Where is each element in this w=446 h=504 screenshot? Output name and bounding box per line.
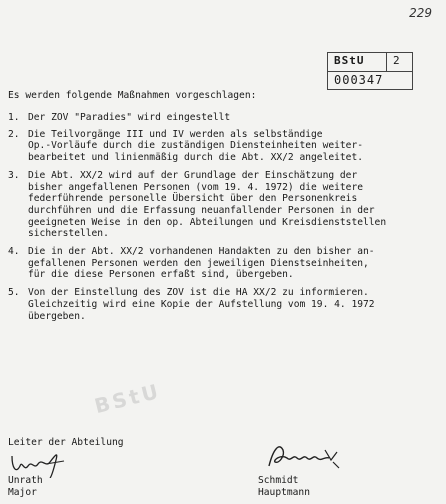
signatory-right-rank: Hauptmann: [258, 487, 310, 498]
signature-left: [6, 448, 76, 478]
page-number: 229: [409, 6, 432, 20]
measure-number: 1.: [8, 112, 20, 123]
intro-text: Es werden folgende Maßnahmen vorgeschlagen:: [8, 90, 257, 101]
measure-text: Der ZOV "Paradies" wird eingestellt: [28, 112, 231, 123]
stamp-divider: [386, 53, 387, 71]
measures-list: [8, 112, 440, 328]
stamp-number: 000347: [334, 73, 384, 87]
archive-watermark: BStU: [92, 378, 164, 419]
measure-item: [8, 287, 440, 322]
signature-right: [265, 440, 345, 472]
closing-line: Leiter der Abteilung: [8, 437, 124, 448]
measure-item: [8, 129, 440, 164]
signatory-left-rank: Major: [8, 487, 37, 498]
measure-text: Die Teilvorgänge III und IV werden als selbständige Op.-Vorläufe durch die zuständigen Diensteinheiten weiter- bearbeitet und linienmäßig durch die Abt. XX/2 angeleitet.: [28, 128, 364, 164]
signatory-left: [8, 475, 43, 499]
measure-item: [8, 246, 440, 281]
measure-number: 4.: [8, 246, 20, 258]
stamp-subunit: 2: [393, 54, 400, 67]
measure-item: [8, 112, 440, 124]
signatory-right-name: Schmidt: [258, 475, 299, 486]
stamp-org: BStU: [334, 54, 365, 67]
signatory-right: [258, 475, 310, 499]
signatory-left-name: Unrath: [8, 475, 43, 486]
measure-text: Die Abt. XX/2 wird auf der Grundlage der Einschätzung der bisher angefallenen Personen (vom 19. 4. 1972) die weitere federführende personelle Übersicht über den Personenkreis durchführen und die Erfassung neuanfallender Personen in der geeigneten Weise in den op. Abteilungen und Kreisdienststellen sicherstellen.: [28, 169, 387, 240]
measure-item: [8, 170, 440, 240]
measure-text: Von der Einstellung des ZOV ist die HA XX/2 zu informieren. Gleichzeitig wird eine Kopie der Aufstellung vom 19. 4. 1972 übergeben.: [28, 287, 375, 322]
archive-stamp: [327, 52, 413, 90]
measure-text: Die in der Abt. XX/2 vorhandenen Handakten zu den bisher an- gefallenen Personen werden den jeweiligen Dienstseinheiten, für die diese Personen erfaßt sind, übergeben.: [28, 246, 375, 281]
measure-number: 3.: [8, 169, 20, 181]
measure-number: 2.: [8, 128, 20, 140]
stamp-header: [328, 53, 412, 72]
measure-number: 5.: [8, 287, 20, 299]
